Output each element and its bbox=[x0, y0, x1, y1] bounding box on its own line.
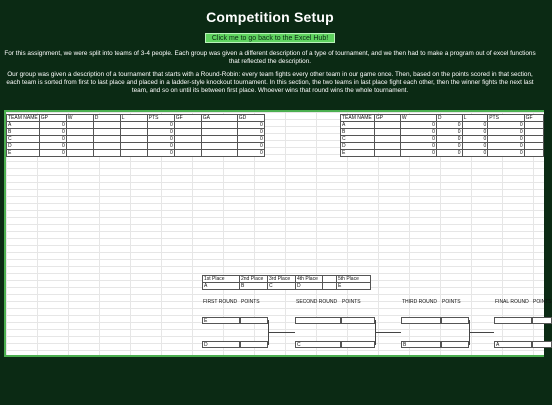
place-header: 3rd Place bbox=[268, 276, 296, 283]
pts-cell[interactable]: 0 bbox=[147, 129, 174, 136]
header-cell: L bbox=[462, 115, 488, 122]
table-row bbox=[341, 143, 544, 150]
w-cell[interactable] bbox=[66, 122, 93, 129]
page-title: Competition Setup bbox=[206, 9, 334, 25]
l-cell[interactable] bbox=[120, 136, 147, 143]
gf-cell[interactable] bbox=[524, 129, 543, 136]
pts-cell[interactable]: 0 bbox=[147, 136, 174, 143]
w-cell[interactable]: 0 bbox=[400, 150, 436, 157]
ga-cell[interactable] bbox=[201, 136, 237, 143]
second-round-top-team[interactable] bbox=[295, 317, 341, 324]
gd-cell[interactable]: 0 bbox=[237, 143, 264, 150]
ga-cell[interactable] bbox=[201, 122, 237, 129]
final-round-label: FINAL ROUND bbox=[495, 299, 529, 305]
round-robin-table bbox=[6, 114, 265, 157]
bracket-connector bbox=[469, 332, 494, 333]
w-cell[interactable] bbox=[66, 150, 93, 157]
header-cell: GP bbox=[39, 115, 66, 122]
team-cell[interactable]: D bbox=[7, 143, 40, 150]
header-cell: GD bbox=[237, 115, 264, 122]
table-row bbox=[7, 143, 265, 150]
header-cell: W bbox=[400, 115, 436, 122]
first-round-bottom-team[interactable]: D bbox=[202, 341, 240, 348]
gf-cell[interactable] bbox=[174, 136, 201, 143]
w-cell[interactable]: 0 bbox=[400, 143, 436, 150]
place-value[interactable]: E bbox=[337, 283, 371, 290]
second-round-bottom-points[interactable] bbox=[341, 341, 375, 348]
w-cell[interactable]: 0 bbox=[400, 136, 436, 143]
l-cell[interactable]: 0 bbox=[462, 150, 488, 157]
points-label: POINTS bbox=[533, 299, 552, 305]
pts-cell[interactable]: 0 bbox=[488, 136, 524, 143]
bracket-connector bbox=[375, 332, 401, 333]
third-round-top-points[interactable] bbox=[441, 317, 469, 324]
ga-cell[interactable] bbox=[201, 143, 237, 150]
gd-cell[interactable]: 0 bbox=[237, 129, 264, 136]
gp-cell[interactable] bbox=[374, 136, 400, 143]
team-cell[interactable]: C bbox=[7, 136, 40, 143]
pts-cell[interactable]: 0 bbox=[147, 150, 174, 157]
gf-cell[interactable] bbox=[174, 122, 201, 129]
header-cell: GF bbox=[524, 115, 543, 122]
header-cell: TEAM NAME bbox=[341, 115, 375, 122]
points-label: POINTS bbox=[442, 299, 461, 305]
w-cell[interactable]: 0 bbox=[400, 122, 436, 129]
ga-cell[interactable] bbox=[201, 129, 237, 136]
second-round-top-points[interactable] bbox=[341, 317, 375, 324]
table-header-row bbox=[341, 115, 544, 122]
table-header-row bbox=[203, 276, 371, 283]
table-row bbox=[203, 283, 371, 290]
place-value[interactable]: B bbox=[240, 283, 268, 290]
d-cell[interactable]: 0 bbox=[436, 150, 462, 157]
d-cell[interactable]: 0 bbox=[436, 122, 462, 129]
third-round-bottom-points[interactable] bbox=[441, 341, 469, 348]
l-cell[interactable]: 0 bbox=[462, 136, 488, 143]
team-cell[interactable]: E bbox=[7, 150, 40, 157]
pts-cell[interactable]: 0 bbox=[488, 122, 524, 129]
first-round-top-team[interactable]: E bbox=[202, 317, 240, 324]
gp-cell[interactable]: 0 bbox=[39, 150, 66, 157]
points-label: POINTS bbox=[241, 299, 260, 305]
gp-cell[interactable] bbox=[374, 122, 400, 129]
gf-cell[interactable] bbox=[174, 143, 201, 150]
spreadsheet-embed[interactable] bbox=[4, 110, 552, 357]
header-cell: GP bbox=[374, 115, 400, 122]
pts-cell[interactable]: 0 bbox=[488, 129, 524, 136]
header-cell: D bbox=[93, 115, 120, 122]
bracket-connector bbox=[268, 332, 295, 333]
l-cell[interactable] bbox=[120, 143, 147, 150]
d-cell[interactable] bbox=[93, 143, 120, 150]
team-cell[interactable]: B bbox=[341, 129, 375, 136]
team-cell[interactable]: D bbox=[341, 143, 375, 150]
gf-cell[interactable] bbox=[174, 150, 201, 157]
gd-cell[interactable]: 0 bbox=[237, 136, 264, 143]
gp-cell[interactable]: 0 bbox=[39, 136, 66, 143]
final-round-top-team[interactable] bbox=[494, 317, 532, 324]
gf-cell[interactable] bbox=[524, 136, 543, 143]
sorted-standings-table bbox=[340, 114, 544, 157]
d-cell[interactable]: 0 bbox=[436, 129, 462, 136]
l-cell[interactable]: 0 bbox=[462, 143, 488, 150]
final-round-bottom-team[interactable]: A bbox=[494, 341, 532, 348]
table-row bbox=[341, 129, 544, 136]
gp-cell[interactable]: 0 bbox=[39, 129, 66, 136]
header-cell: L bbox=[120, 115, 147, 122]
table-row bbox=[341, 122, 544, 129]
place-value[interactable]: A bbox=[203, 283, 240, 290]
team-cell[interactable]: A bbox=[7, 122, 40, 129]
gf-cell[interactable] bbox=[524, 143, 543, 150]
gf-cell[interactable] bbox=[174, 129, 201, 136]
table-row bbox=[7, 150, 265, 157]
third-round-bottom-team[interactable]: B bbox=[401, 341, 441, 348]
header-cell: GF bbox=[174, 115, 201, 122]
gp-cell[interactable] bbox=[374, 143, 400, 150]
final-round-bottom-points[interactable] bbox=[532, 341, 552, 348]
l-cell[interactable] bbox=[120, 129, 147, 136]
place-header: 4th Place bbox=[296, 276, 323, 283]
table-header-row bbox=[7, 115, 265, 122]
header-cell: D bbox=[436, 115, 462, 122]
place-value[interactable]: D bbox=[296, 283, 323, 290]
pts-cell[interactable]: 0 bbox=[147, 143, 174, 150]
d-cell[interactable]: 0 bbox=[436, 143, 462, 150]
gp-cell[interactable] bbox=[374, 150, 400, 157]
header-cell: PTS bbox=[147, 115, 174, 122]
third-round-top-team[interactable] bbox=[401, 317, 441, 324]
table-row bbox=[7, 136, 265, 143]
table-row bbox=[341, 136, 544, 143]
d-cell[interactable] bbox=[93, 129, 120, 136]
gd-cell[interactable]: 0 bbox=[237, 150, 264, 157]
header-cell: PTS bbox=[488, 115, 524, 122]
l-cell[interactable]: 0 bbox=[462, 122, 488, 129]
table-row bbox=[7, 129, 265, 136]
l-cell[interactable]: 0 bbox=[462, 129, 488, 136]
pts-cell[interactable]: 0 bbox=[147, 122, 174, 129]
final-round-top-points[interactable] bbox=[532, 317, 552, 324]
team-cell[interactable]: A bbox=[341, 122, 375, 129]
table-row bbox=[341, 150, 544, 157]
team-cell[interactable]: B bbox=[7, 129, 40, 136]
gp-cell[interactable] bbox=[374, 129, 400, 136]
table-row bbox=[7, 122, 265, 129]
w-cell[interactable] bbox=[66, 143, 93, 150]
gp-cell[interactable]: 0 bbox=[39, 143, 66, 150]
w-cell[interactable] bbox=[66, 136, 93, 143]
d-cell[interactable]: 0 bbox=[436, 136, 462, 143]
place-header: 2nd Place bbox=[240, 276, 268, 283]
second-round-label: SECOND ROUND bbox=[296, 299, 338, 305]
place-header: 5th Place bbox=[337, 276, 371, 283]
gf-cell[interactable] bbox=[524, 122, 543, 129]
first-round-label: FIRST ROUND bbox=[203, 299, 238, 305]
header-cell: GA bbox=[201, 115, 237, 122]
l-cell[interactable] bbox=[120, 150, 147, 157]
w-cell[interactable]: 0 bbox=[400, 129, 436, 136]
description-paragraph: Our group was given a description of a tournament that starts with a Round-Robin: every team fights every other team in our game once. Then, based on the points scored in that section, each team is sorted from first to last place and placed in a ladder-style knockout tournament. In this section, the two teams in last place fight each other, then the winner fights the next last team, and so on until its between first place. Whoever wins that round wins the whole tournament. bbox=[6, 71, 534, 94]
gd-cell[interactable]: 0 bbox=[237, 122, 264, 129]
place-value[interactable]: C bbox=[268, 283, 296, 290]
place-header: 1st Place bbox=[203, 276, 240, 283]
excel-hub-button[interactable]: Click me to go back to the Excel Hub! bbox=[205, 33, 335, 43]
first-round-bottom-points[interactable] bbox=[240, 341, 268, 348]
l-cell[interactable] bbox=[120, 122, 147, 129]
header-cell: TEAM NAME bbox=[8, 115, 38, 121]
third-round-label: THIRD ROUND bbox=[402, 299, 437, 305]
d-cell[interactable] bbox=[93, 150, 120, 157]
pts-cell[interactable]: 0 bbox=[488, 143, 524, 150]
placement-table bbox=[202, 275, 371, 290]
place-value[interactable] bbox=[323, 283, 337, 290]
team-cell[interactable]: C bbox=[341, 136, 375, 143]
w-cell[interactable] bbox=[66, 129, 93, 136]
d-cell[interactable] bbox=[93, 122, 120, 129]
intro-paragraph: For this assignment, we were split into teams of 3-4 people. Each group was given a different description of a type of tournament, and we then had to make a program out of excel functions that reflected the description. bbox=[4, 50, 536, 65]
ga-cell[interactable] bbox=[201, 150, 237, 157]
first-round-top-points[interactable] bbox=[240, 317, 268, 324]
gf-cell[interactable] bbox=[524, 150, 543, 157]
place-header bbox=[323, 276, 337, 283]
second-round-bottom-team[interactable]: C bbox=[295, 341, 341, 348]
gp-cell[interactable]: 0 bbox=[39, 122, 66, 129]
points-label: POINTS bbox=[342, 299, 361, 305]
pts-cell[interactable]: 0 bbox=[488, 150, 524, 157]
team-cell[interactable]: E bbox=[341, 150, 375, 157]
header-cell: W bbox=[66, 115, 93, 122]
d-cell[interactable] bbox=[93, 136, 120, 143]
